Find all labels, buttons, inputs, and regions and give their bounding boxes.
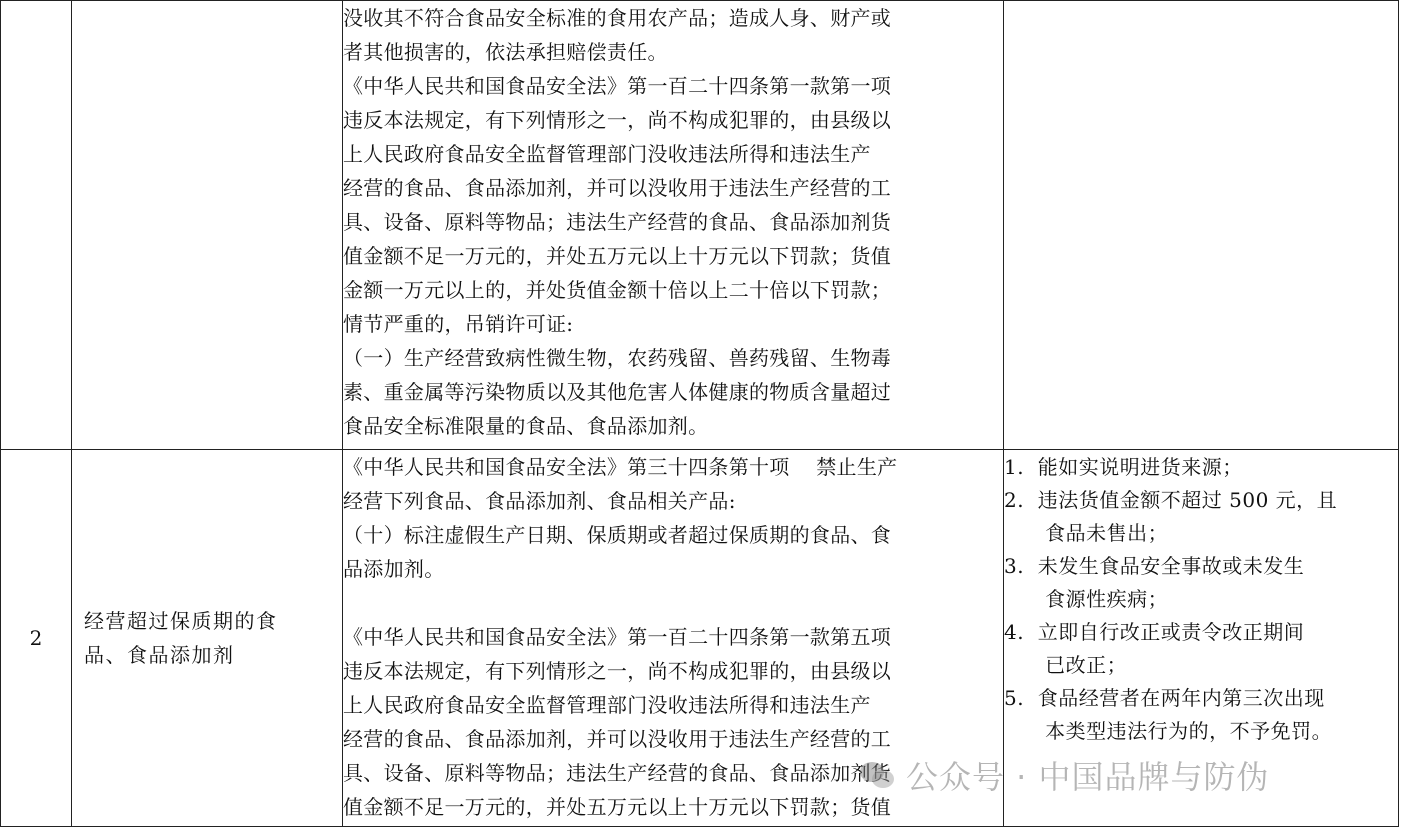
condition-line: 2. 违法货值金额不超过 500 元，且 [1004, 488, 1338, 512]
watermark [860, 752, 1270, 798]
legal-text-line: 情节严重的，吊销许可证: [343, 312, 574, 336]
exemption-conditions-cell [1004, 1, 1399, 450]
legal-text-line: 《中华人民共和国食品安全法》第一百二十四条第一款第一项 [343, 74, 892, 98]
legal-text-line: 经营的食品、食品添加剂，并可以没收用于违法生产经营的工 [343, 176, 892, 200]
table-row [1, 1, 1399, 450]
legal-basis-cell [343, 1, 1004, 450]
legal-text-line: 食品安全标准限量的食品、食品添加剂。 [343, 414, 709, 438]
legal-text-line: （十）标注虚假生产日期、保质期或者超过保质期的食品、食 [343, 523, 892, 547]
condition-line: 1. 能如实说明进货来源； [1004, 455, 1243, 479]
legal-text-line: 具、设备、原料等物品；违法生产经营的食品、食品添加剂货 [343, 761, 892, 785]
condition-line: 食品未售出； [1004, 521, 1169, 545]
condition-line: 已改正； [1004, 653, 1128, 677]
wechat-icon [860, 756, 898, 794]
condition-line: 本类型违法行为的，不予免罚。 [1004, 719, 1333, 743]
legal-text-line: 具、设备、原料等物品；违法生产经营的食品、食品添加剂货 [343, 210, 892, 234]
legal-text-line: 素、重金属等污染物质以及其他危害人体健康的物质含量超过 [343, 380, 892, 404]
row-number-cell: 2 [1, 450, 72, 827]
legal-text-line [343, 586, 1003, 620]
legal-text-line: 品添加剂。 [343, 557, 445, 581]
violation-item-cell [72, 450, 343, 827]
legal-text-line: 经营下列食品、食品添加剂、食品相关产品: [343, 489, 736, 513]
violation-item-line: 品、食品添加剂 [84, 643, 235, 667]
violation-item-line: 经营超过保质期的食 [84, 609, 278, 633]
legal-text-line: 上人民政府食品安全监督管理部门没收违法所得和违法生产 [343, 142, 871, 166]
condition-line: 4. 立即自行改正或责令改正期间 [1004, 620, 1305, 644]
legal-text-line: 经营的食品、食品添加剂，并可以没收用于违法生产经营的工 [343, 727, 892, 751]
legal-text-line: 值金额不足一万元的，并处五万元以上十万元以下罚款；货值 [343, 795, 892, 819]
legal-text-line: （一）生产经营致病性微生物，农药残留、兽药残留、生物毒 [343, 346, 892, 370]
row-number-cell [1, 1, 72, 450]
condition-line: 3. 未发生食品安全事故或未发生 [1004, 554, 1305, 578]
condition-line: 食源性疾病； [1004, 587, 1169, 611]
watermark-text: 公众号 · 中国品牌与防伪 [906, 758, 1270, 796]
condition-line: 5. 食品经营者在两年内第三次出现 [1004, 686, 1325, 710]
legal-text-line: 上人民政府食品安全监督管理部门没收违法所得和违法生产 [343, 693, 871, 717]
legal-text-line: 金额一万元以上的，并处货值金额十倍以上二十倍以下罚款； [343, 278, 892, 302]
legal-text-line: 《中华人民共和国食品安全法》第三十四条第十项 禁止生产 [343, 455, 898, 479]
legal-text-line: 值金额不足一万元的，并处五万元以上十万元以下罚款；货值 [343, 244, 892, 268]
legal-text-line: 《中华人民共和国食品安全法》第一百二十四条第一款第五项 [343, 625, 892, 649]
legal-text-line: 违反本法规定，有下列情形之一，尚不构成犯罪的，由县级以 [343, 659, 892, 683]
legal-text-line: 违反本法规定，有下列情形之一，尚不构成犯罪的，由县级以 [343, 108, 892, 132]
violation-item-cell [72, 1, 343, 450]
legal-text-line: 没收其不符合食品安全标准的食用农产品；造成人身、财产或 [343, 6, 892, 30]
legal-text-line: 者其他损害的，依法承担赔偿责任。 [343, 40, 668, 64]
